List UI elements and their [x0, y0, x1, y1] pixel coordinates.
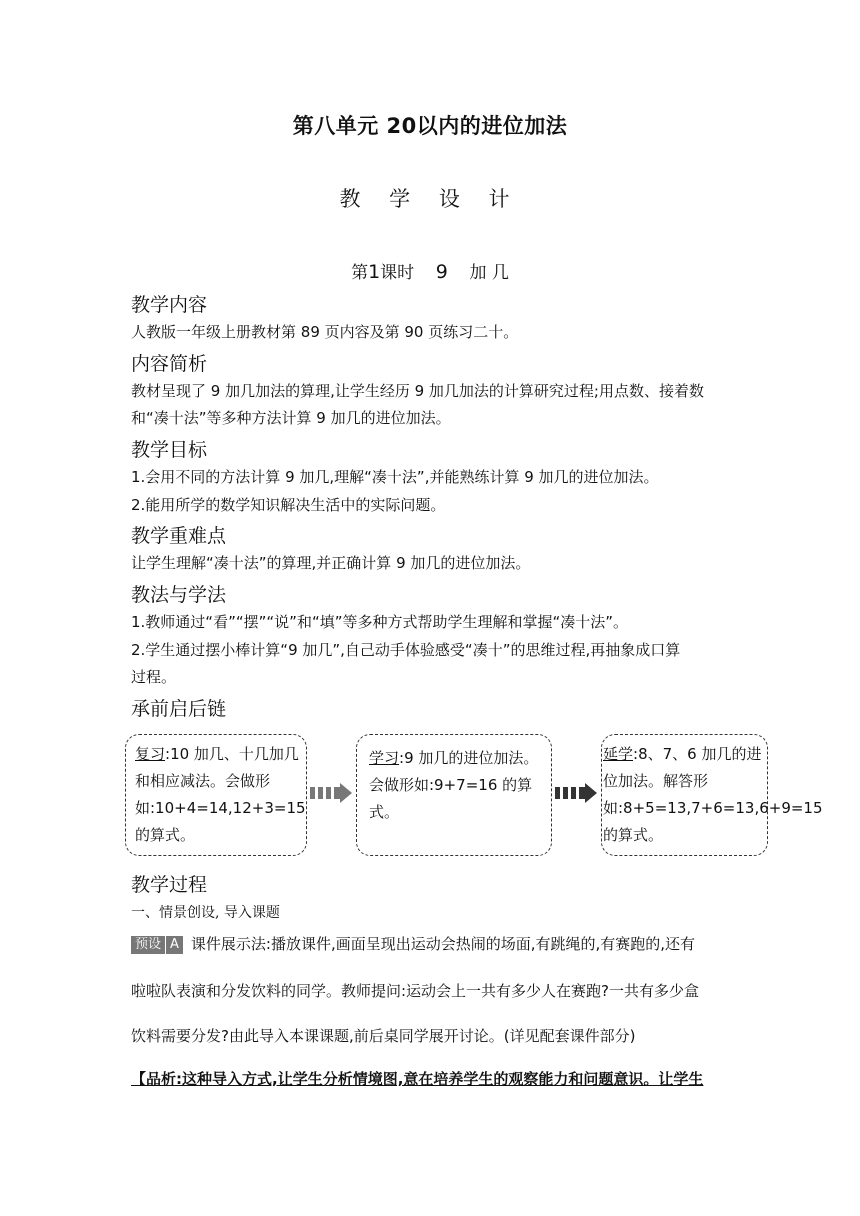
chain-review-box [125, 734, 307, 856]
preset-text-1: 课件展示法:播放课件,画面呈现出运动会热闹的场面,有跳绳的,有赛跑的,还有 [190, 935, 696, 953]
preset-tag: 预设 [131, 936, 165, 954]
section-text-analysis-2: 和“凑十法”等多种方法计算 9 加几的进位加法。 [131, 409, 451, 427]
method-2a: 2.学生通过摆小棒计算“9 加几”,自己动手体验感受“凑十”的思维过程,再抽象成口算 [131, 641, 681, 659]
method-2b: 过程。 [131, 668, 177, 686]
page-title: 第八单元 20以内的进位加法 [292, 114, 568, 138]
section-heading-chain: 承前启后链 [131, 698, 227, 720]
lesson-heading [0, 258, 860, 283]
goal-2: 2.能用所学的数学知识解决生活中的实际问题。 [131, 496, 446, 514]
preset-line-3: 饮料需要分发?由此导入本课课题,前后桌同学展开讨论。(详见配套课件部分) [131, 1027, 636, 1045]
page-subtitle: 教 学 设 计 [339, 187, 521, 211]
lesson-nine: 9 [435, 261, 448, 283]
lesson-rest: 加 几 [469, 263, 509, 283]
arrow-icon [310, 783, 352, 803]
chain-learn-label: 学习 [369, 749, 400, 767]
preset-line-2: 啦啦队表演和分发饮料的同学。教师提问:运动会上一共有多少人在赛跑?一共有多少盒 [131, 982, 700, 1000]
lesson-number: 1 [368, 261, 381, 283]
chain-review-text: :10 加几、十几加几和相应减法。会做形如:10+4=14,12+3=15 的算式。 [135, 745, 306, 844]
section-heading-goals: 教学目标 [131, 439, 208, 461]
analysis-note: 【品析:这种导入方式,让学生分析情境图,意在培养学生的观察能力和问题意识。让学生 [131, 1070, 704, 1088]
section-heading-analysis: 内容简析 [131, 353, 208, 375]
chain-review-label: 复习 [135, 745, 166, 763]
section-text-content: 人教版一年级上册教材第 89 页内容及第 90 页练习二十。 [131, 323, 519, 341]
section-text-key: 让学生理解“凑十法”的算理,并正确计算 9 加几的进位加法。 [131, 554, 531, 572]
preset-line-1 [131, 930, 695, 959]
chain-extend-text: :8、7、6 加几的进位加法。解答形如:8+5=13,7+6=13,6+9=15 的算式。 [603, 745, 823, 844]
chain-extend-box [601, 734, 823, 856]
chain-learn-text: :9 加几的进位加法。会做形如:9+7=16 的算式。 [369, 749, 539, 821]
process-subheading: 一、情景创设, 导入课题 [131, 905, 280, 921]
section-heading-process: 教学过程 [131, 874, 208, 896]
arrow-icon [555, 783, 597, 803]
section-text-analysis-1: 教材呈现了 9 加几加法的算理,让学生经历 9 加几加法的计算研究过程;用点数、接着数 [131, 382, 704, 400]
goal-1: 1.会用不同的方法计算 9 加几,理解“凑十法”,并能熟练计算 9 加几的进位加法。 [131, 468, 659, 486]
method-1: 1.教师通过“看”“摆”“说”和“填”等多种方式帮助学生理解和掌握“凑十法”。 [131, 613, 629, 631]
section-heading-method: 教法与学法 [131, 584, 227, 606]
chain-learn-box [356, 734, 552, 856]
preset-tag-a: A [166, 936, 183, 954]
lesson-mid: 课时 [380, 263, 415, 283]
section-heading-content: 教学内容 [131, 294, 208, 316]
chain-extend-label: 延学 [603, 745, 634, 763]
lesson-prefix: 第 [351, 263, 369, 283]
section-heading-key: 教学重难点 [131, 525, 227, 547]
